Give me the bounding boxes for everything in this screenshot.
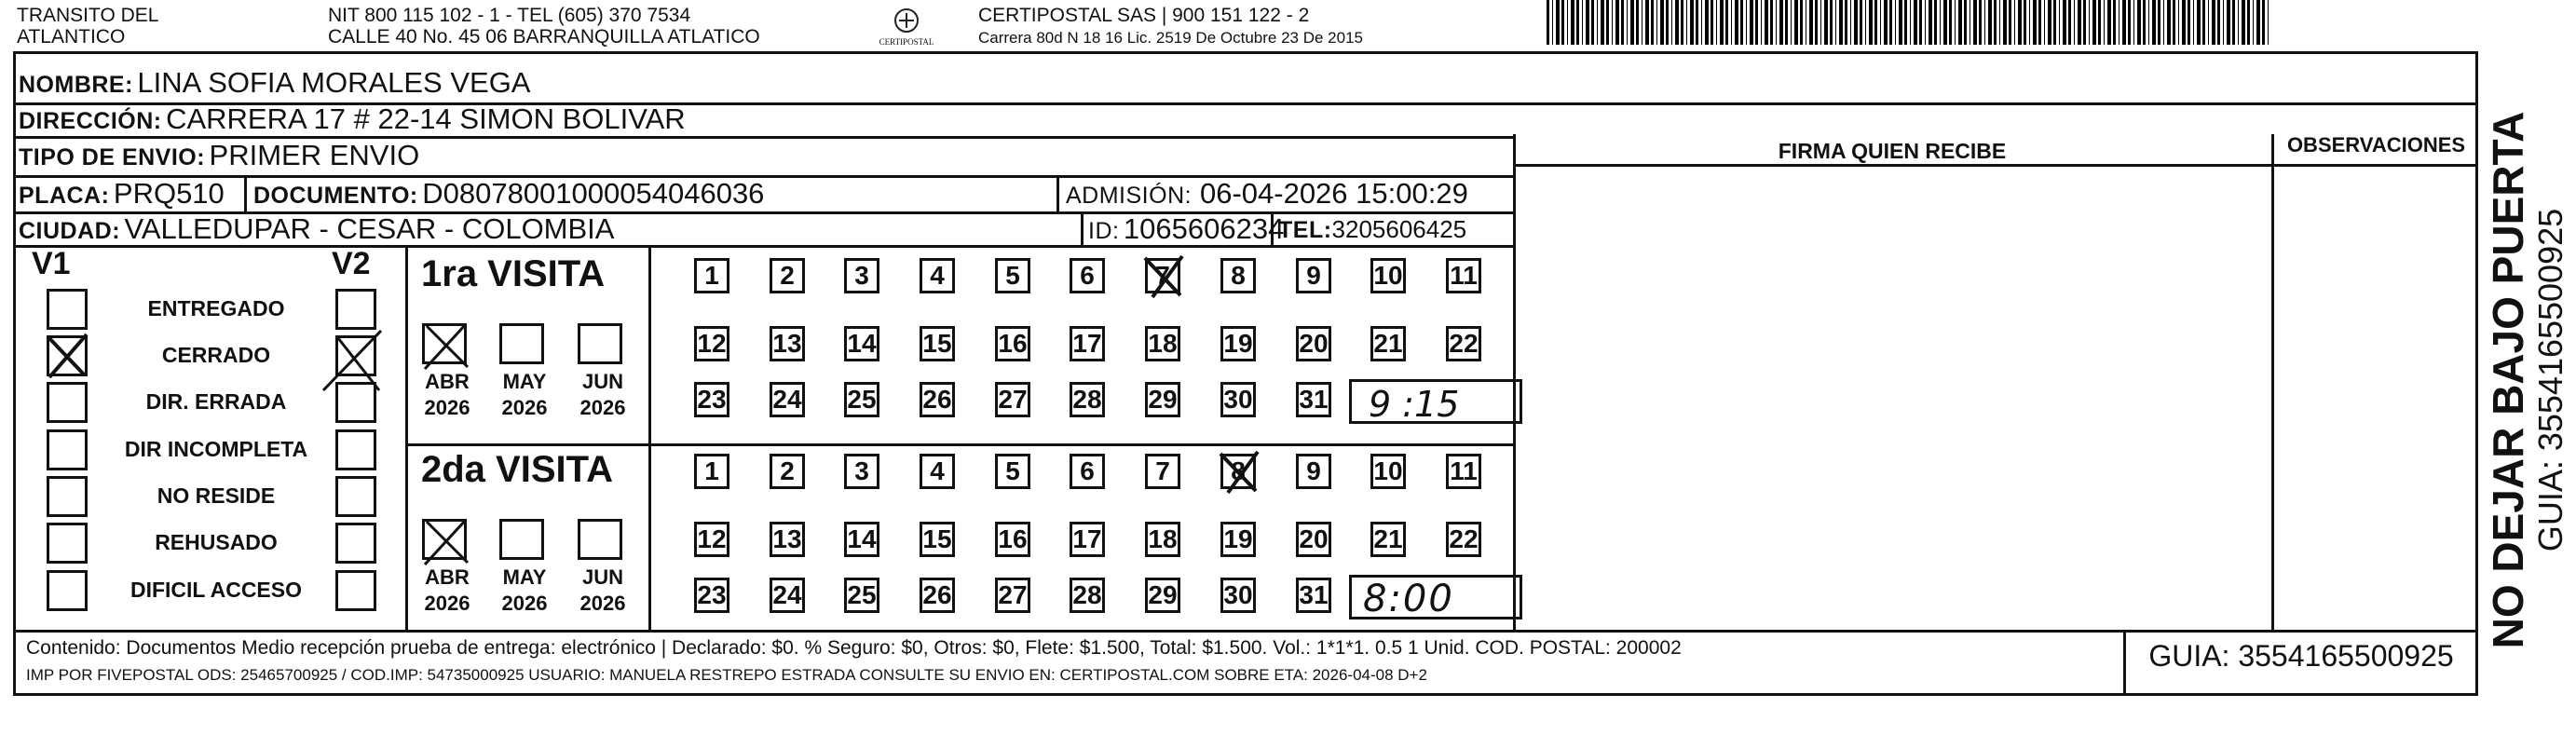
- month-label: ABR: [425, 565, 470, 589]
- v2-checkbox[interactable]: [335, 523, 376, 564]
- sender-nit: NIT 800 115 102 - 1 - TEL (605) 370 7534: [328, 5, 691, 26]
- v2-checkbox[interactable]: [335, 429, 376, 470]
- month-label: MAY: [502, 565, 547, 589]
- x-mark: [42, 331, 92, 381]
- visita-2-title: 2da VISITA: [421, 449, 613, 490]
- v1-checkbox[interactable]: [47, 382, 88, 423]
- day-box[interactable]: 2: [770, 258, 805, 293]
- admision-value: 06-04-2026 15:00:29: [1199, 177, 1468, 210]
- day-box[interactable]: 7: [1145, 258, 1180, 293]
- signature-area[interactable]: [1519, 168, 2268, 628]
- day-box[interactable]: 8: [1220, 454, 1256, 489]
- month-checkbox[interactable]: [422, 323, 467, 364]
- day-box[interactable]: 16: [995, 522, 1030, 557]
- status-label: DIFICIL ACCESO: [129, 578, 302, 602]
- day-box[interactable]: 25: [844, 578, 879, 613]
- day-box[interactable]: 12: [694, 522, 729, 557]
- admision-row: [1066, 178, 1468, 215]
- v1-checkbox[interactable]: [47, 429, 88, 470]
- day-box[interactable]: 4: [920, 258, 955, 293]
- year-label: 2026: [501, 592, 548, 615]
- day-box[interactable]: 23: [694, 578, 729, 613]
- day-box[interactable]: 14: [844, 326, 879, 361]
- day-box[interactable]: 29: [1145, 578, 1180, 613]
- v1-checkbox[interactable]: [47, 523, 88, 564]
- status-label: CERRADO: [161, 343, 271, 367]
- day-box[interactable]: 4: [920, 454, 955, 489]
- x-mark: [1136, 251, 1192, 303]
- day-box[interactable]: 20: [1296, 326, 1331, 361]
- placa-value: PRQ510: [113, 177, 225, 210]
- day-box[interactable]: 10: [1370, 258, 1406, 293]
- day-box[interactable]: 3: [844, 258, 879, 293]
- day-box[interactable]: 5: [995, 454, 1030, 489]
- month-label: ABR: [425, 370, 470, 393]
- visita-1-title: 1ra VISITA: [421, 253, 606, 294]
- day-box[interactable]: 31: [1296, 578, 1331, 613]
- day-box[interactable]: 30: [1220, 578, 1256, 613]
- v2-label: V2: [332, 246, 371, 281]
- direccion-value: CARRERA 17 # 22-14 SIMON BOLIVAR: [166, 102, 686, 135]
- tel-row: [1278, 213, 1466, 250]
- v2-checkbox[interactable]: [335, 382, 376, 423]
- day-box[interactable]: 28: [1070, 382, 1105, 417]
- month-checkbox[interactable]: [578, 519, 622, 560]
- status-label: ENTREGADO: [147, 296, 285, 320]
- id-row: [1088, 213, 1284, 251]
- day-box[interactable]: 21: [1370, 522, 1406, 557]
- day-box[interactable]: 7: [1145, 454, 1180, 489]
- day-box[interactable]: 13: [770, 522, 805, 557]
- day-box[interactable]: 14: [844, 522, 879, 557]
- status-label: REHUSADO: [155, 530, 278, 554]
- day-box[interactable]: 8: [1220, 258, 1256, 293]
- day-box[interactable]: 10: [1370, 454, 1406, 489]
- v2-checkbox[interactable]: [335, 289, 376, 330]
- v2-checkbox[interactable]: [335, 335, 376, 376]
- side-guia: GUIA: 3554165500925: [2531, 208, 2569, 552]
- admision-label: ADMISIÓN:: [1066, 183, 1193, 209]
- day-box[interactable]: 15: [920, 522, 955, 557]
- month-label: JUN: [581, 565, 623, 589]
- day-box[interactable]: 17: [1070, 326, 1105, 361]
- direccion-row: [19, 103, 686, 141]
- v2-checkbox[interactable]: [335, 476, 376, 517]
- firma-label: FIRMA QUIEN RECIBE: [1778, 139, 2007, 163]
- v1-checkbox[interactable]: [47, 476, 88, 517]
- footer-print-line: IMP POR FIVEPOSTAL ODS: 25465700925 / COD.IMP: 54735000925 USUARIO: MANUELA RESTREPO ESTRADA CONSULTE SU ENVIO EN: CERTIPOSTAL.COM SOBRE ETA: 2026-04-08 D+2: [26, 666, 1427, 684]
- year-label: 2026: [424, 396, 470, 419]
- day-box[interactable]: 19: [1220, 326, 1256, 361]
- day-box[interactable]: 28: [1070, 578, 1105, 613]
- observaciones-label: OBSERVACIONES: [2286, 133, 2466, 157]
- day-box[interactable]: 1: [694, 258, 729, 293]
- month-label: JUN: [581, 370, 623, 393]
- day-box[interactable]: 9: [1296, 454, 1331, 489]
- footer-guia: GUIA: 3554165500925: [2148, 639, 2454, 673]
- company-line: CERTIPOSTAL SAS | 900 151 122 - 2: [978, 5, 1310, 26]
- day-box[interactable]: 26: [920, 578, 955, 613]
- v1-checkbox[interactable]: [47, 570, 88, 611]
- x-mark: [1211, 446, 1267, 498]
- nombre-value: LINA SOFIA MORALES VEGA: [137, 66, 531, 99]
- day-box[interactable]: 16: [995, 326, 1030, 361]
- day-box[interactable]: 22: [1446, 522, 1481, 557]
- day-box[interactable]: 20: [1296, 522, 1331, 557]
- month-checkbox[interactable]: [578, 323, 622, 364]
- day-box[interactable]: 11: [1446, 454, 1481, 489]
- day-box[interactable]: 18: [1145, 326, 1180, 361]
- month-checkbox[interactable]: [499, 323, 544, 364]
- tel-label: TEL:: [1278, 217, 1332, 243]
- day-box[interactable]: 27: [995, 578, 1030, 613]
- year-label: 2026: [501, 396, 548, 419]
- day-box[interactable]: 22: [1446, 326, 1481, 361]
- tipo-value: PRIMER ENVIO: [209, 139, 420, 171]
- day-box[interactable]: 21: [1370, 326, 1406, 361]
- day-box[interactable]: 24: [770, 382, 805, 417]
- license-line: Carrera 80d N 18 16 Lic. 2519 De Octubre 23 De 2015: [978, 29, 1363, 47]
- nombre-row: [19, 67, 530, 104]
- month-checkbox[interactable]: [422, 519, 467, 560]
- id-value: 1065606234: [1123, 212, 1285, 245]
- id-label: ID:: [1088, 218, 1120, 244]
- day-box[interactable]: 26: [920, 382, 955, 417]
- day-box[interactable]: 23: [694, 382, 729, 417]
- ciudad-value: VALLEDUPAR - CESAR - COLOMBIA: [124, 212, 615, 245]
- day-box[interactable]: 9: [1296, 258, 1331, 293]
- day-box[interactable]: 30: [1220, 382, 1256, 417]
- observaciones-area[interactable]: [2277, 168, 2474, 628]
- status-label: NO RESIDE: [157, 483, 276, 508]
- certipostal-logo: [855, 4, 958, 50]
- visita-1-time: 9 :15: [1369, 384, 1460, 425]
- day-box[interactable]: 17: [1070, 522, 1105, 557]
- tipo-label: TIPO DE ENVIO:: [19, 144, 206, 170]
- day-box[interactable]: 2: [770, 454, 805, 489]
- day-box[interactable]: 19: [1220, 522, 1256, 557]
- day-box[interactable]: 12: [694, 326, 729, 361]
- status-label: DIR INCOMPLETA: [124, 437, 308, 461]
- day-box[interactable]: 13: [770, 326, 805, 361]
- day-box[interactable]: 11: [1446, 258, 1481, 293]
- sender-address: CALLE 40 No. 45 06 BARRANQUILLA ATLATICO: [328, 26, 760, 48]
- day-box[interactable]: 3: [844, 454, 879, 489]
- day-box[interactable]: 18: [1145, 522, 1180, 557]
- year-label: 2026: [579, 592, 626, 615]
- day-box[interactable]: 29: [1145, 382, 1180, 417]
- documento-value: D08078001000054046036: [422, 177, 765, 210]
- day-box[interactable]: 5: [995, 258, 1030, 293]
- sender-name-line2: ATLANTICO: [17, 26, 126, 48]
- day-box[interactable]: 6: [1070, 454, 1105, 489]
- tipo-row: [19, 140, 419, 177]
- ciudad-label: CIUDAD:: [19, 218, 121, 244]
- x-mark: [419, 320, 475, 373]
- documento-label: DOCUMENTO:: [253, 183, 418, 209]
- nombre-label: NOMBRE:: [19, 72, 133, 98]
- day-box[interactable]: 6: [1070, 258, 1105, 293]
- visita-1-time-box[interactable]: [1349, 379, 1522, 424]
- footer-content-line: Contenido: Documentos Medio recepción prueba de entrega: electrónico | Declarado: $0. % Seguro: $0, Otros: $0, Flete: $1.500, Total: $1.500. Vol.: 1*1*1. 0.5 1 Unid. COD. POSTAL: 200002: [26, 637, 1682, 659]
- placa-label: PLACA:: [19, 183, 110, 209]
- v2-checkbox[interactable]: [335, 570, 376, 611]
- day-box[interactable]: 1: [694, 454, 729, 489]
- barcode: [1547, 0, 2269, 45]
- day-box[interactable]: 24: [770, 578, 805, 613]
- day-box[interactable]: 31: [1296, 382, 1331, 417]
- direccion-label: DIRECCIÓN:: [19, 108, 162, 134]
- ciudad-row: [19, 213, 614, 251]
- tel-value: 3205606425: [1331, 215, 1467, 243]
- documento-row: [253, 178, 764, 215]
- no-dejar-bajo-puerta: NO DEJAR BAJO PUERTA: [2484, 111, 2532, 649]
- year-label: 2026: [579, 396, 626, 419]
- day-box[interactable]: 27: [995, 382, 1030, 417]
- day-box[interactable]: 25: [844, 382, 879, 417]
- logo-text: CERTIPOSTAL: [879, 37, 934, 47]
- x-mark: [419, 516, 475, 568]
- status-label: DIR. ERRADA: [145, 389, 287, 414]
- visita-2-time: 8:00: [1363, 578, 1454, 620]
- visita-2-time-box[interactable]: [1349, 575, 1522, 619]
- v1-checkbox[interactable]: [47, 289, 88, 330]
- month-label: MAY: [502, 370, 547, 393]
- v1-checkbox[interactable]: [47, 335, 88, 376]
- day-box[interactable]: 15: [920, 326, 955, 361]
- year-label: 2026: [424, 592, 470, 615]
- placa-row: [19, 178, 225, 215]
- sender-name-line1: TRANSITO DEL: [17, 5, 159, 26]
- month-checkbox[interactable]: [499, 519, 544, 560]
- v1-label: V1: [32, 246, 71, 281]
